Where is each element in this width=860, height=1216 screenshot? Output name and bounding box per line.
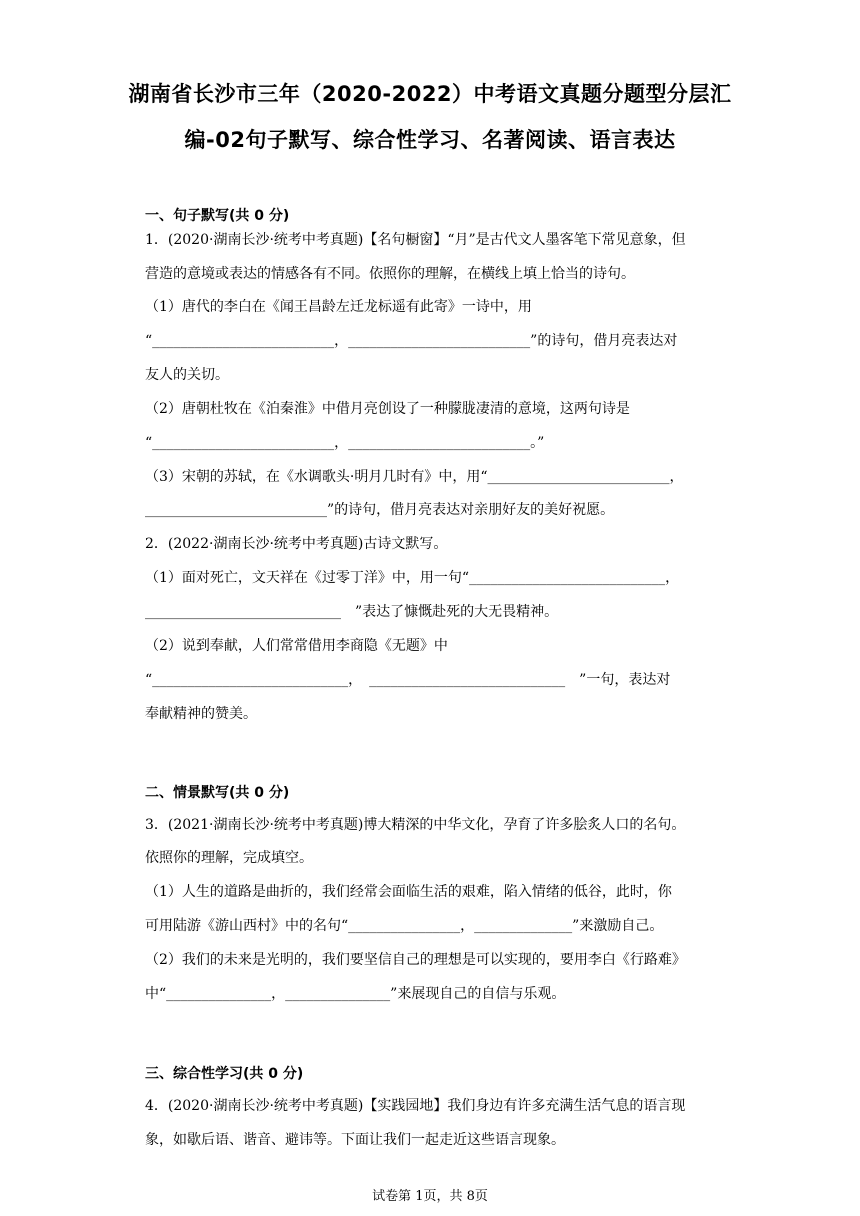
question-line: __________________________”的诗句，借月亮表达对亲朋好友的美好祝愿。 bbox=[145, 502, 615, 518]
question-line: （2）唐朝杜牧在《泊秦淮》中借月亮创设了一种朦胧凄清的意境，这两句诗是 bbox=[145, 401, 630, 417]
question-line: “__________________________，__________________________。” bbox=[145, 435, 545, 451]
question-line: 2．(2022·湖南长沙·统考中考真题)古诗文默写。 bbox=[145, 536, 448, 552]
question-line: （1）人生的道路是曲折的，我们经常会面临生活的艰难，陷入情绪的低谷，此时，你 bbox=[145, 884, 672, 900]
question-line: 友人的关切。 bbox=[145, 367, 229, 383]
question-line: （3）宋朝的苏轼，在《水调歌头·明月几时有》中，用“__________________________， bbox=[145, 469, 684, 485]
question-line: 象，如歇后语、谐音、避讳等。下面让我们一起走近这些语言现象。 bbox=[145, 1132, 565, 1148]
section-heading-2: 二、情景默写(共 0 分) bbox=[145, 785, 290, 801]
question-line: （1）唐代的李白在《闻王昌龄左迁龙标遥有此寄》一诗中，用 bbox=[145, 299, 532, 315]
question-line: ____________________________ ”表达了慷慨赴死的大无畏精神。 bbox=[145, 604, 559, 620]
question-line: 3．(2021·湖南长沙·统考中考真题)博大精深的中华文化，孕育了许多脍炙人口的名句。 bbox=[145, 817, 686, 833]
question-line: 奉献精神的赞美。 bbox=[145, 706, 257, 722]
question-line: “__________________________，__________________________”的诗句，借月亮表达对 bbox=[145, 333, 678, 349]
doc-title-line-2: 编-02句子默写、综合性学习、名著阅读、语言表达 bbox=[184, 128, 676, 152]
question-line: 依照你的理解，完成填空。 bbox=[145, 850, 313, 866]
section-heading-1: 一、句子默写(共 0 分) bbox=[145, 208, 290, 224]
question-line: （2）我们的未来是光明的，我们要坚信自己的理想是可以实现的，要用李白《行路难》 bbox=[145, 952, 686, 968]
question-line: “____________________________， ____________________________ ”一句，表达对 bbox=[145, 672, 671, 688]
question-line: （2）说到奉献，人们常常借用李商隐《无题》中 bbox=[145, 638, 448, 654]
section-heading-3: 三、综合性学习(共 0 分) bbox=[145, 1066, 304, 1082]
question-line: 4．(2020·湖南长沙·统考中考真题)【实践园地】我们身边有许多充满生活气息的语言现 bbox=[145, 1098, 686, 1114]
question-line: 1．(2020·湖南长沙·统考中考真题)【名句橱窗】“月”是古代文人墨客笔下常见意象，但 bbox=[145, 232, 686, 248]
question-line: 中“_______________，_______________”来展现自己的自信与乐观。 bbox=[145, 986, 566, 1002]
question-line: 可用陆游《游山西村》中的名句“________________，______________”来激励自己。 bbox=[145, 918, 664, 934]
page-footer: 试卷第 1页，共 8页 bbox=[372, 1189, 488, 1204]
question-line: （1）面对死亡，文天祥在《过零丁洋》中，用一句“____________________________， bbox=[145, 570, 680, 586]
doc-title-line-1: 湖南省长沙市三年（2020-2022）中考语文真题分题型分层汇 bbox=[128, 82, 732, 106]
question-line: 营造的意境或表达的情感各有不同。依照你的理解，在横线上填上恰当的诗句。 bbox=[145, 266, 635, 282]
